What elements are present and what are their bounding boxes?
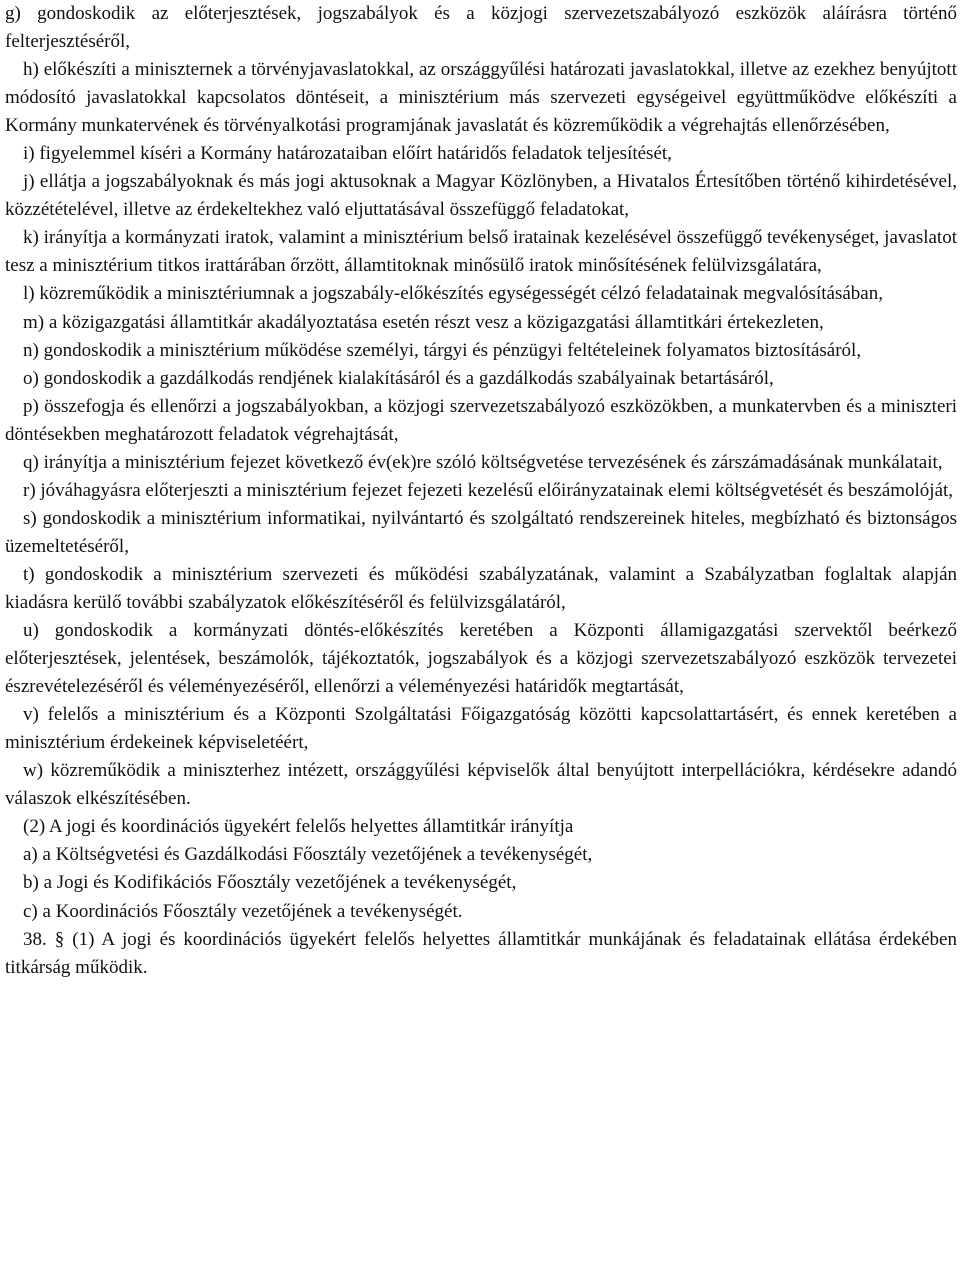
- paragraph-h: h) előkészíti a miniszternek a törvényjavaslatokkal, az országgyűlési határozati javaslatokkal, illetve az ezekhez benyújtott módosító javaslatokkal kapcsolatos döntéseit, a minisztérium más szervezeti egységeivel együttműködve előkészíti a Kormány munkatervének és törvényalkotási programjának javaslatát és közreműködik a végrehajtás ellenőrzésében,: [5, 59, 957, 137]
- paragraph-q: q) irányítja a minisztérium fejezet következő év(ek)re szóló költségvetése tervezésének és zárszámadásának munkálatait,: [23, 451, 943, 473]
- paragraph-o: o) gondoskodik a gazdálkodás rendjének kialakításáról és a gazdálkodás szabályainak betartásáról,: [23, 367, 774, 389]
- paragraph-u: u) gondoskodik a kormányzati döntés-előkészítés keretében a Központi államigazgatási szervektől beérkező előterjesztések, jelentések, beszámolók, tájékoztatók, jogszabályok és a közjogi szervezetszabályozó eszközök tervezetei észrevételezéséről és véleményezéséről, ellenőrzi a véleményezési határidők megtartását,: [5, 620, 957, 698]
- paragraph-j: j) ellátja a jogszabályoknak és más jogi aktusoknak a Magyar Közlönyben, a Hivatalos Értesítőben történő kihirdetésével, közzétételével, illetve az érdekeltekhez való eljuttatásával összefüggő feladatokat,: [5, 171, 957, 221]
- paragraph-s: s) gondoskodik a minisztérium informatikai, nyilvántartó és szolgáltató rendszereinek hiteles, megbízható és biztonságos üzemeltetéséről,: [5, 507, 957, 557]
- document-page: [5, 0, 957, 982]
- paragraph-l: l) közreműködik a minisztériumnak a jogszabály-előkészítés egységességét célzó feladatainak megvalósításában,: [23, 283, 883, 305]
- paragraph-r: r) jóváhagyásra előterjeszti a minisztérium fejezet fejezeti kezelésű előirányzatainak elemi költségvetését és beszámolóját,: [23, 479, 954, 501]
- section-2-item-a: a) a Költségvetési és Gazdálkodási Főosztály vezetőjének a tevékenységét,: [23, 844, 593, 866]
- section-2-item-b: b) a Jogi és Kodifikációs Főosztály vezetőjének a tevékenységét,: [23, 872, 517, 894]
- paragraph-t: t) gondoskodik a minisztérium szervezeti és működési szabályzatának, valamint a Szabályzatban foglaltak alapján kiadásra kerülő további szabályzatok előkészítéséről és felülvizsgálatáról,: [5, 563, 957, 613]
- section-38-paragraph: 38. § (1) A jogi és koordinációs ügyekért felelős helyettes államtitkár munkájának és feladatainak ellátása érdekében titkárság működik.: [5, 928, 957, 978]
- section-2-item-c: c) a Koordinációs Főosztály vezetőjének a tevékenységét.: [23, 900, 463, 922]
- paragraph-v: v) felelős a minisztérium és a Központi Szolgáltatási Főigazgatóság közötti kapcsolattartásért, és ennek keretében a minisztérium érdekeinek képviseletéért,: [5, 704, 957, 754]
- paragraph-k: k) irányítja a kormányzati iratok, valamint a minisztérium belső iratainak kezelésével összefüggő tevékenységet, javaslatot tesz a minisztérium titkos irattárában őrzött, államtitoknak minősülő iratok minősítésének felülvizsgálatára,: [5, 227, 957, 277]
- paragraph-i: i) figyelemmel kíséri a Kormány határozataiban előírt határidős feladatok teljesítését,: [23, 143, 672, 165]
- paragraph-m: m) a közigazgatási államtitkár akadályoztatása esetén részt vesz a közigazgatási államtitkári értekezleten,: [23, 311, 824, 333]
- paragraph-g: g) gondoskodik az előterjesztések, jogszabályok és a közjogi szervezetszabályozó eszközök aláírásra történő felterjesztéséről,: [5, 3, 957, 53]
- section-2-intro: (2) A jogi és koordinációs ügyekért felelős helyettes államtitkár irányítja: [23, 816, 574, 838]
- paragraph-n: n) gondoskodik a minisztérium működése személyi, tárgyi és pénzügyi feltételeinek folyamatos biztosításáról,: [23, 339, 862, 361]
- paragraph-p: p) összefogja és ellenőrzi a jogszabályokban, a közjogi szervezetszabályozó eszközökben, a munkatervben és a miniszteri döntésekben meghatározott feladatok végrehajtását,: [5, 395, 957, 445]
- paragraph-w: w) közreműködik a miniszterhez intézett, országgyűlési képviselők által benyújtott interpellációkra, kérdésekre adandó válaszok elkészítésében.: [5, 760, 957, 810]
